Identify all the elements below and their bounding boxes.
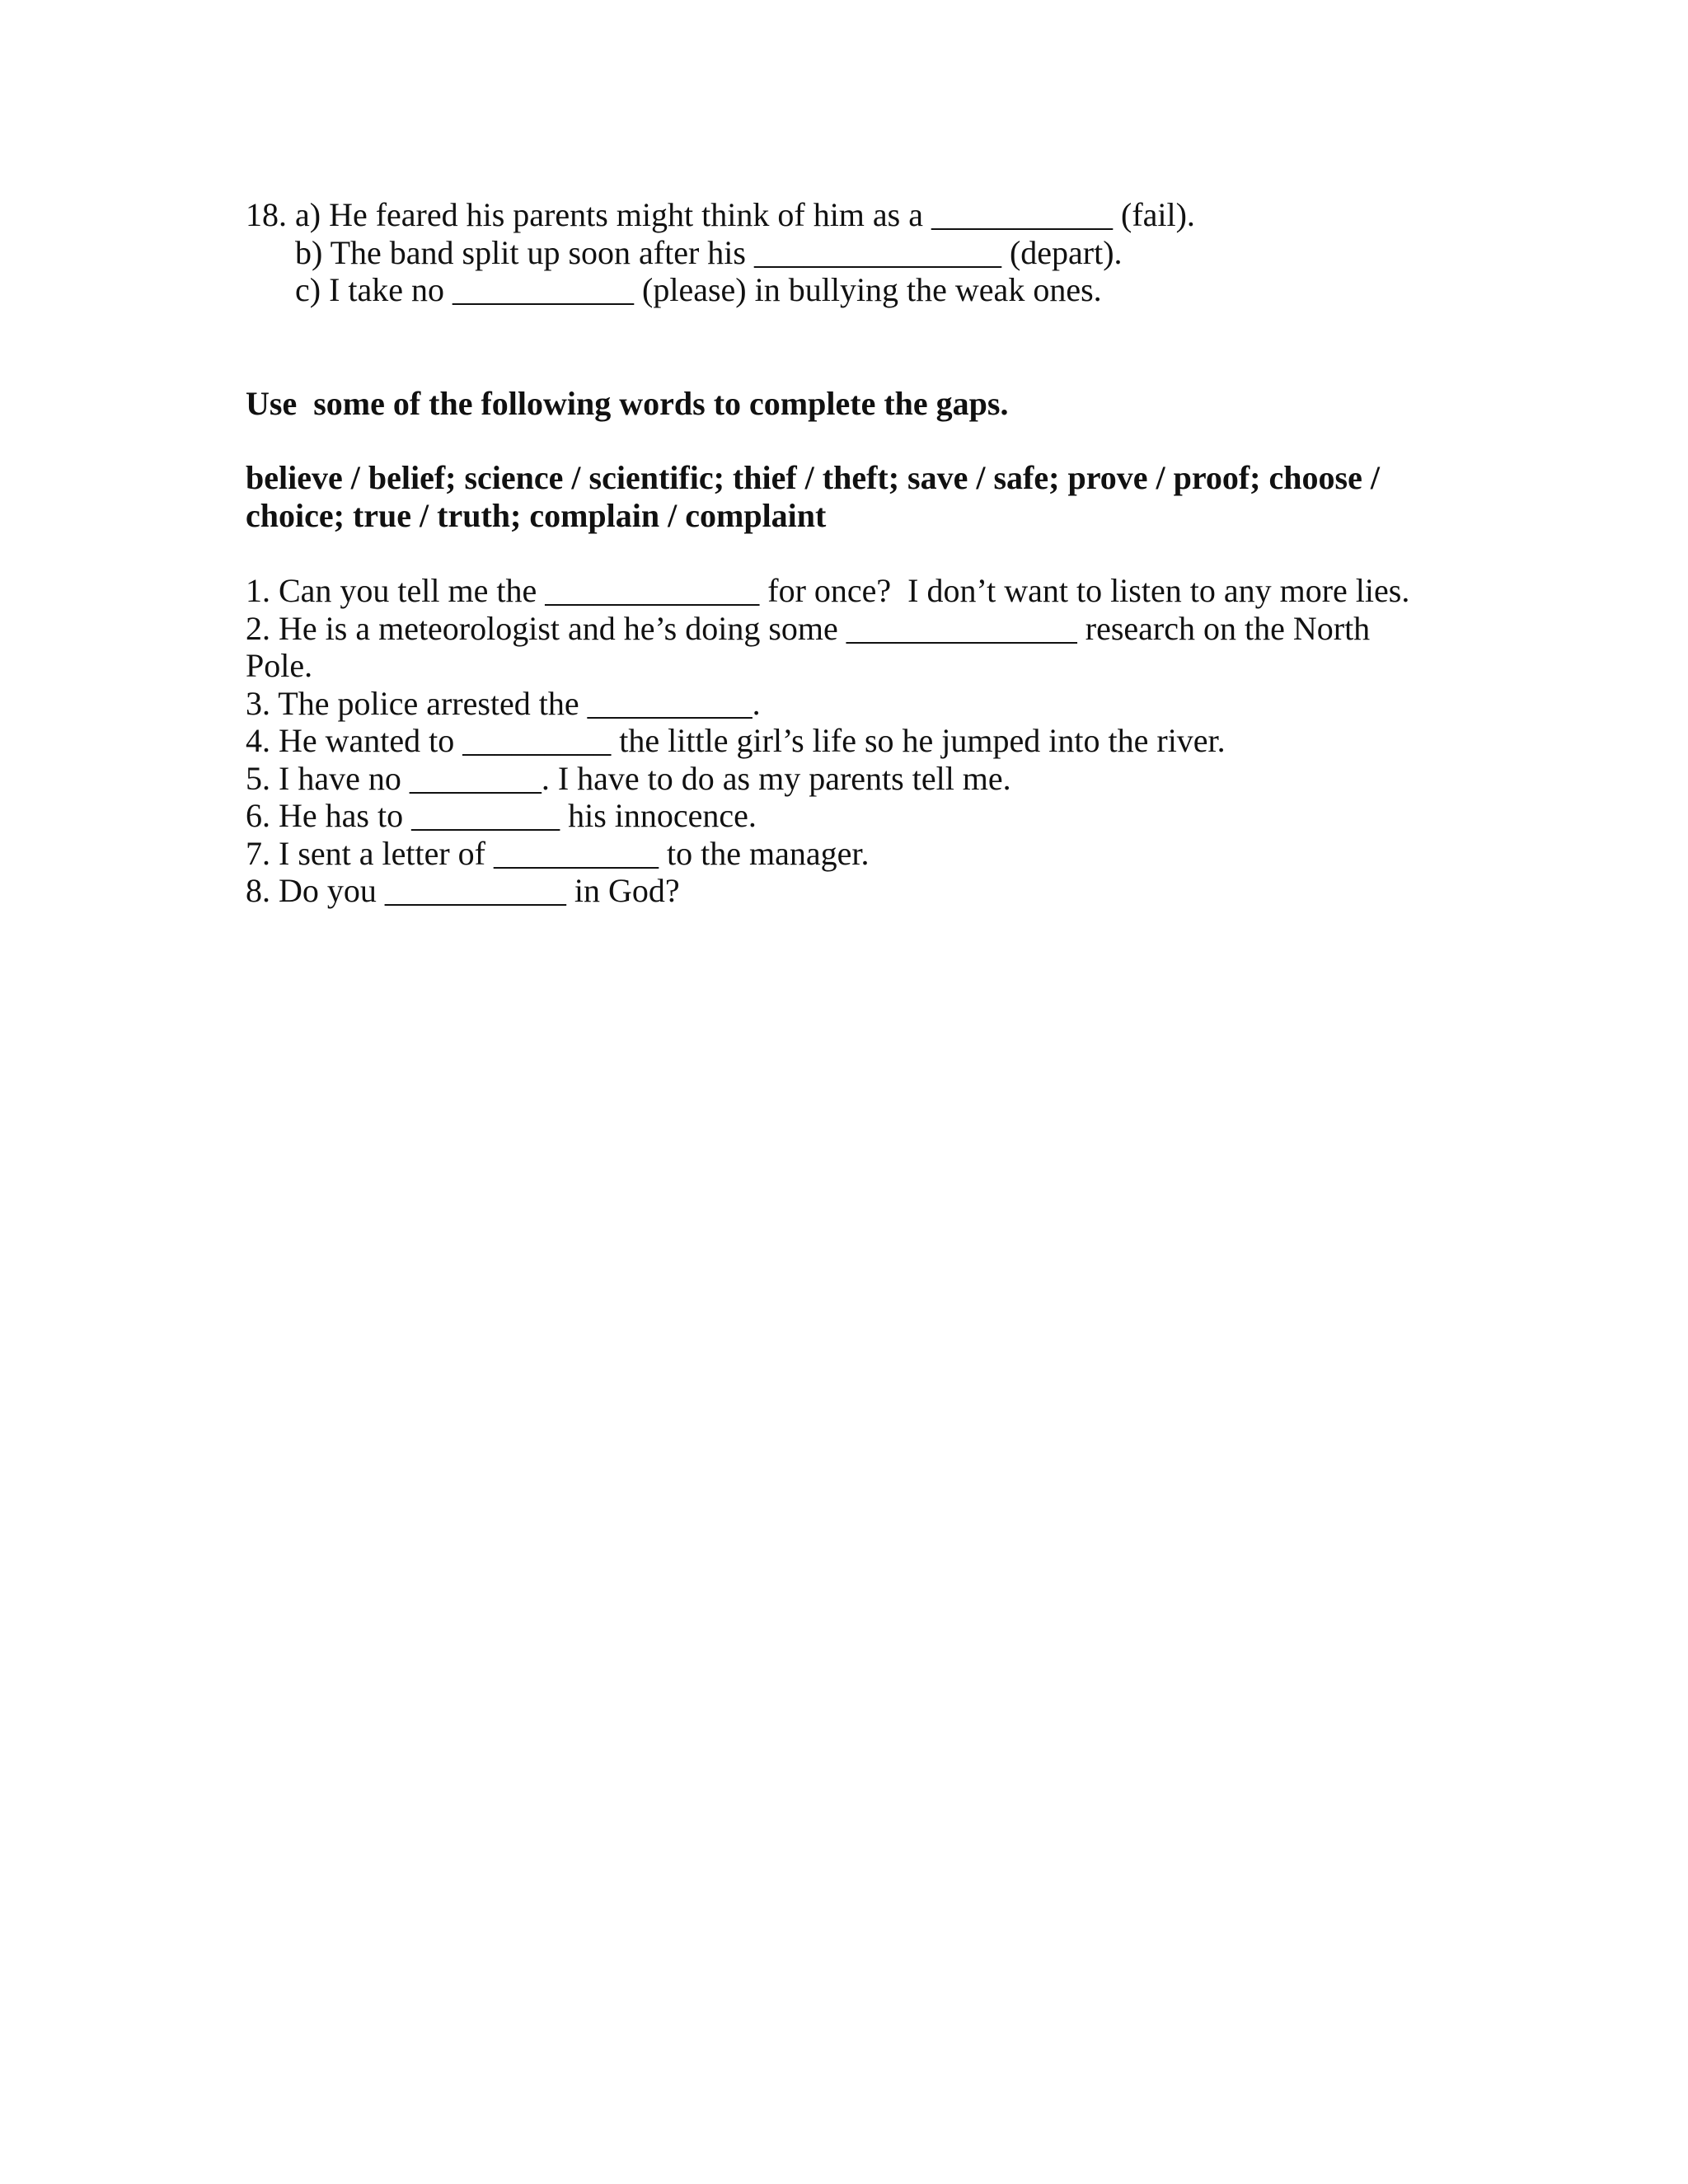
exercise-list (246, 572, 1449, 910)
item-18a: 18. a) He feared his parents might think of him as a ___________ (fail). (246, 196, 1195, 233)
item-18b: b) The band split up soon after his _______________ (depart). (295, 233, 1123, 271)
worksheet-page (246, 196, 1449, 910)
exercise-item-7: 7. I sent a letter of __________ to the manager. (246, 834, 870, 872)
exercise-item-2: 2. He is a meteorologist and he’s doing some ______________ research on the North Pole. (246, 609, 1371, 684)
exercise-item-1: 1. Can you tell me the _____________ for once? I don’t want to listen to any more lies. (246, 572, 1410, 609)
exercise-item-6: 6. He has to _________ his innocence. (246, 797, 757, 834)
item-18c: c) I take no ___________ (please) in bullying the weak ones. (295, 271, 1102, 308)
exercise-item-4: 4. He wanted to _________ the little girl’s life so he jumped into the river. (246, 722, 1226, 759)
word-list: believe / belief; science / scientific; thief / theft; save / safe; prove / proof; choose / choice; true / truth; complain / complaint (246, 459, 1380, 534)
exercise-item-8: 8. Do you ___________ in God? (246, 872, 680, 909)
exercise-item-5: 5. I have no ________. I have to do as my parents tell me. (246, 759, 1011, 797)
exercise-item-3: 3. The police arrested the __________. (246, 684, 761, 722)
instruction-heading: Use some of the following words to complete the gaps. (246, 384, 1009, 422)
